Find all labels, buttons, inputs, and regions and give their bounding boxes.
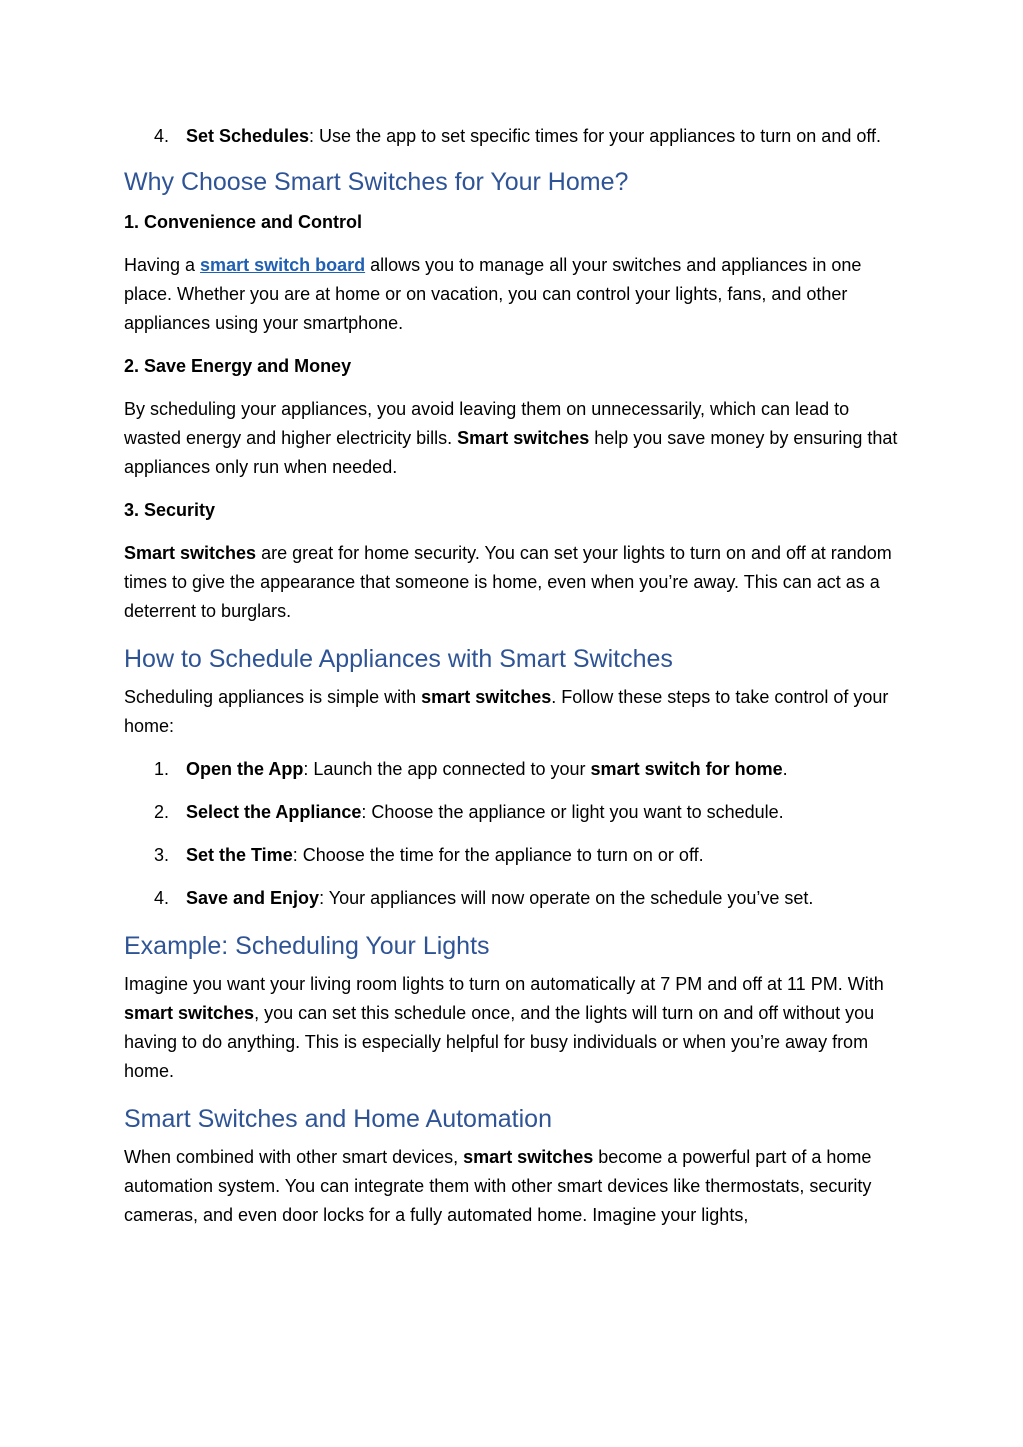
heading-how-to-schedule: How to Schedule Appliances with Smart Switches [124,645,673,673]
text-run: , you can set this schedule once, and the lights will turn on and off without you having to do anything. This is especially helpful for busy individuals or when you’re away from home. [124,1003,875,1081]
list-item-bold: Open the App [186,759,304,779]
bold-run: Smart switches [457,428,590,448]
subheading-save-energy: 2. Save Energy and Money [124,356,352,376]
list-item-bold: Select the Appliance [186,802,362,822]
list-item-bold: Set Schedules [186,126,310,146]
document-content [124,122,904,1230]
text-run: help you save money by ensuring that appliances only run when needed. [124,428,898,477]
subheading-convenience: 1. Convenience and Control [124,212,363,232]
text-run: . Follow these steps to take control of your home: [124,687,889,736]
heading-example: Example: Scheduling Your Lights [124,932,490,960]
paragraph-how-intro [124,683,904,741]
paragraph-convenience [124,251,904,338]
list-item-save-enjoy [124,884,904,913]
bold-run: smart switches [421,687,552,707]
text-run: Imagine you want your living room lights to turn on automatically at 7 PM and off at 11 PM. With [124,974,884,994]
subheading-security: 3. Security [124,500,216,520]
list-item-set-time [124,841,904,870]
list-item-text: . [782,759,788,779]
list-continuation [124,122,904,151]
paragraph-home-automation [124,1143,904,1230]
text-run: become a powerful part of a home automation system. You can integrate them with other smart devices like thermostats, security cameras, and even door locks for a fully automated home. Imagine your lights, [124,1147,872,1225]
list-item-set-schedules [124,122,904,151]
list-item-text: : Choose the time for the appliance to turn on or off. [292,845,704,865]
text-run: are great for home security. You can set your lights to turn on and off at random times to give the appearance that someone is home, even when you’re away. This can act as a deterrent to burglars. [124,543,892,621]
list-item-text: : Choose the appliance or light you want to schedule. [361,802,784,822]
list-item-text: : Your appliances will now operate on the schedule you’ve set. [319,888,814,908]
heading-why-choose: Why Choose Smart Switches for Your Home? [124,168,629,196]
list-number: 2. [154,802,170,822]
list-item-bold: Save and Enjoy [186,888,320,908]
bold-run: smart switches [463,1147,594,1167]
paragraph-save-energy [124,395,904,482]
smart-switch-board-link[interactable]: smart switch board [200,255,366,275]
heading-home-automation: Smart Switches and Home Automation [124,1105,552,1133]
text-run: Having a [124,255,201,275]
text-run: allows you to manage all your switches and appliances in one place. Whether you are at home or on vacation, you can control your lights, fans, and other appliances using your smartphone. [124,255,862,333]
text-run: Scheduling appliances is simple with [124,687,422,707]
list-number: 3. [154,845,170,865]
text-run: When combined with other smart devices, [124,1147,464,1167]
bold-run: Smart switches [124,543,257,563]
list-item-text: : Use the app to set specific times for your appliances to turn on and off. [309,126,882,146]
list-number: 1. [154,759,170,779]
list-item-select-appliance [124,798,904,827]
list-item-open-app [124,755,904,784]
list-item-text: : Launch the app connected to your [303,759,591,779]
steps-list [124,755,904,913]
paragraph-security [124,539,904,626]
paragraph-example [124,970,904,1086]
list-number: 4. [154,888,170,908]
list-number: 4. [154,126,170,146]
text-run: By scheduling your appliances, you avoid leaving them on unnecessarily, which can lead to wasted energy and higher electricity bills. [124,399,850,448]
list-item-bold: Set the Time [186,845,293,865]
bold-run: smart switches [124,1003,255,1023]
list-item-bold: smart switch for home [590,759,783,779]
